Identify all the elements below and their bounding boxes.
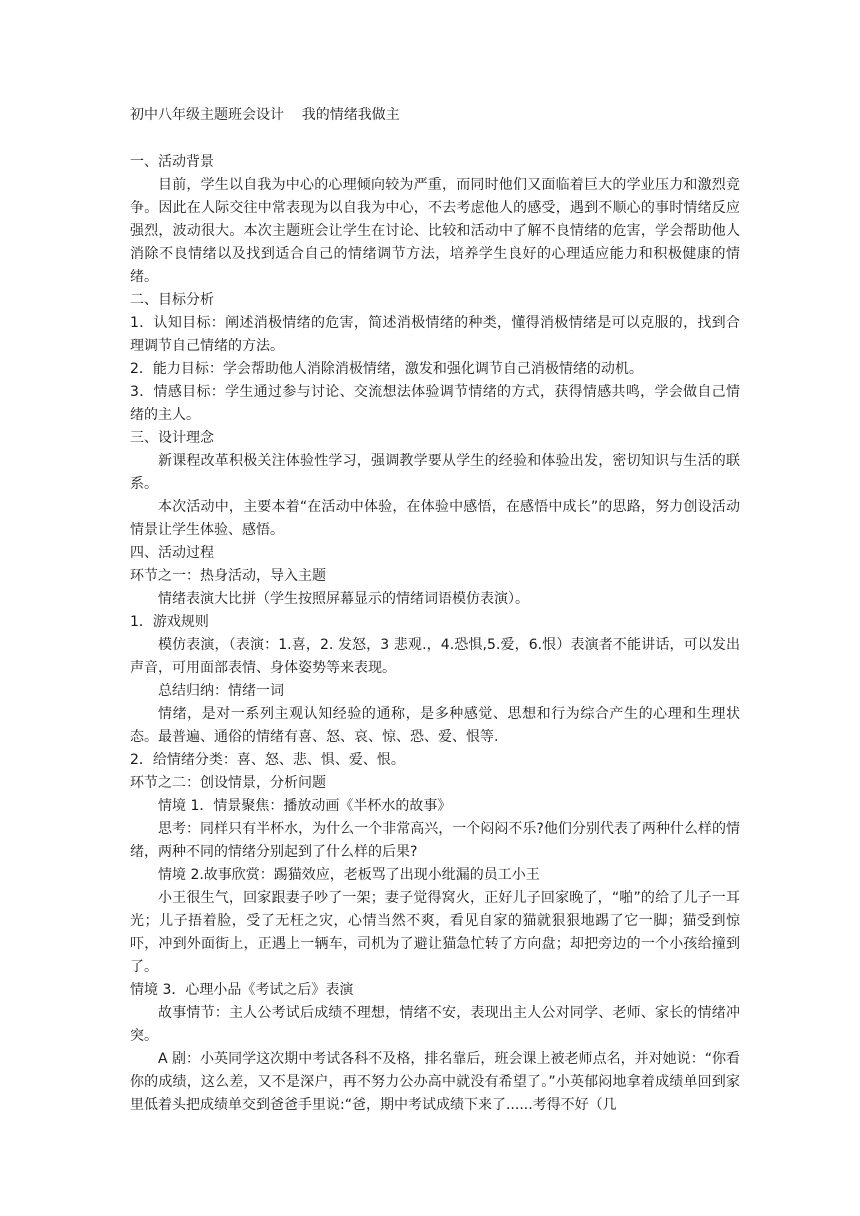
paragraph: 总结归纳：情绪一词 (158, 683, 284, 699)
document-title: 初中八年级主题班会设计 我的情绪我做主 (130, 107, 400, 123)
paragraph: 本次活动中，主要本着“在活动中体验，在体验中感悟，在感悟中成长”的思路，努力创设活动情景让学生体验、感悟。 (130, 499, 740, 538)
paragraph: 环节之二：创设情景，分析问题 (130, 775, 326, 791)
paragraph: 目前，学生以自我为中心的心理倾向较为严重，而同时他们又面临着巨大的学业压力和激烈竞争。因此在人际交往中常表现为以自我为中心，不去考虑他人的感受，遇到不顺心的事时情绪反应强烈，波动很大。本次主题班会让学生在讨论、比较和活动中了解不良情绪的危害，学会帮助他人消除不良情绪以及找到适合自己的情绪调节方法，培养学生良好的心理适应能力和积极健康的情绪。 (130, 177, 740, 285)
paragraph: 四、活动过程 (130, 545, 214, 561)
paragraph: 2．给情绪分类：喜、怒、悲、惧、爱、恨。 (130, 752, 405, 768)
paragraph: 情绪表演大比拼（学生按照屏幕显示的情绪词语模仿表演）。 (158, 591, 529, 607)
paragraph: 情境 2.故事欣赏：踢猫效应，老板骂了出现小纰漏的员工小王 (158, 867, 540, 883)
paragraph: 情境 3．心理小品《考试之后》表演 (130, 982, 354, 998)
paragraph: 1．认知目标：阐述消极情绪的危害，简述消极情绪的种类，懂得消极情绪是可以克服的，找到合理调节自己情绪的方法。 (130, 315, 740, 354)
paragraph: 二、目标分析 (130, 292, 214, 308)
paragraph: 小王很生气，回家跟妻子吵了一架；妻子觉得窝火，正好儿子回家晚了，“啪”的给了儿子一耳光；儿子捂着脸，受了无枉之灾，心情当然不爽，看见自家的猫就狠狠地踢了它一脚；猫受到惊吓，冲到外面街上，正遇上一辆车，司机为了避让猫急忙转了方向盘；却把旁边的一个小孩给撞到了。 (130, 890, 740, 975)
paragraph: 一、活动背景 (130, 154, 214, 170)
paragraph: 3．情感目标：学生通过参与讨论、交流想法体验调节情绪的方式，获得情感共鸣，学会做自己情绪的主人。 (130, 384, 740, 423)
paragraph: 模仿表演，（表演：1.喜，2. 发怒，3 悲观.，4.恐惧,5.爱，6.恨）表演者不能讲话，可以发出声音，可用面部表情、身体姿势等来表现。 (130, 637, 740, 676)
paragraph: 三、设计理念 (130, 430, 214, 446)
paragraph: 情境 1．情景聚焦：播放动画《半杯水的故事》 (158, 798, 452, 814)
document-body (130, 151, 740, 1117)
paragraph: 1．游戏规则 (130, 614, 209, 630)
paragraph: A 剧：小英同学这次期中考试各科不及格，排名靠后，班会课上被老师点名，并对她说：“你看你的成绩，这么差，又不是深户，再不努力公办高中就没有希望了。”小英郁闷地拿着成绩单回到家里低着头把成绩单交到爸爸手里说:“爸，期中考试成绩下来了......考得不好（几 (130, 1051, 740, 1113)
paragraph: 故事情节：主人公考试后成绩不理想，情绪不安，表现出主人公对同学、老师、家长的情绪冲突。 (130, 1005, 740, 1044)
paragraph: 2．能力目标：学会帮助他人消除消极情绪，激发和强化调节自己消极情绪的动机。 (130, 361, 643, 377)
paragraph: 环节之一：热身活动，导入主题 (130, 568, 326, 584)
paragraph: 新课程改革积极关注体验性学习，强调教学要从学生的经验和体验出发，密切知识与生活的联系。 (130, 453, 740, 492)
paragraph: 情绪，是对一系列主观认知经验的通称，是多种感觉、思想和行为综合产生的心理和生理状态。最普遍、通俗的情绪有喜、怒、哀、惊、恐、爱、恨等. (130, 706, 740, 745)
paragraph: 思考：同样只有半杯水，为什么一个非常高兴，一个闷闷不乐?他们分别代表了两种什么样的情绪，两种不同的情绪分别起到了什么样的后果? (130, 821, 740, 860)
